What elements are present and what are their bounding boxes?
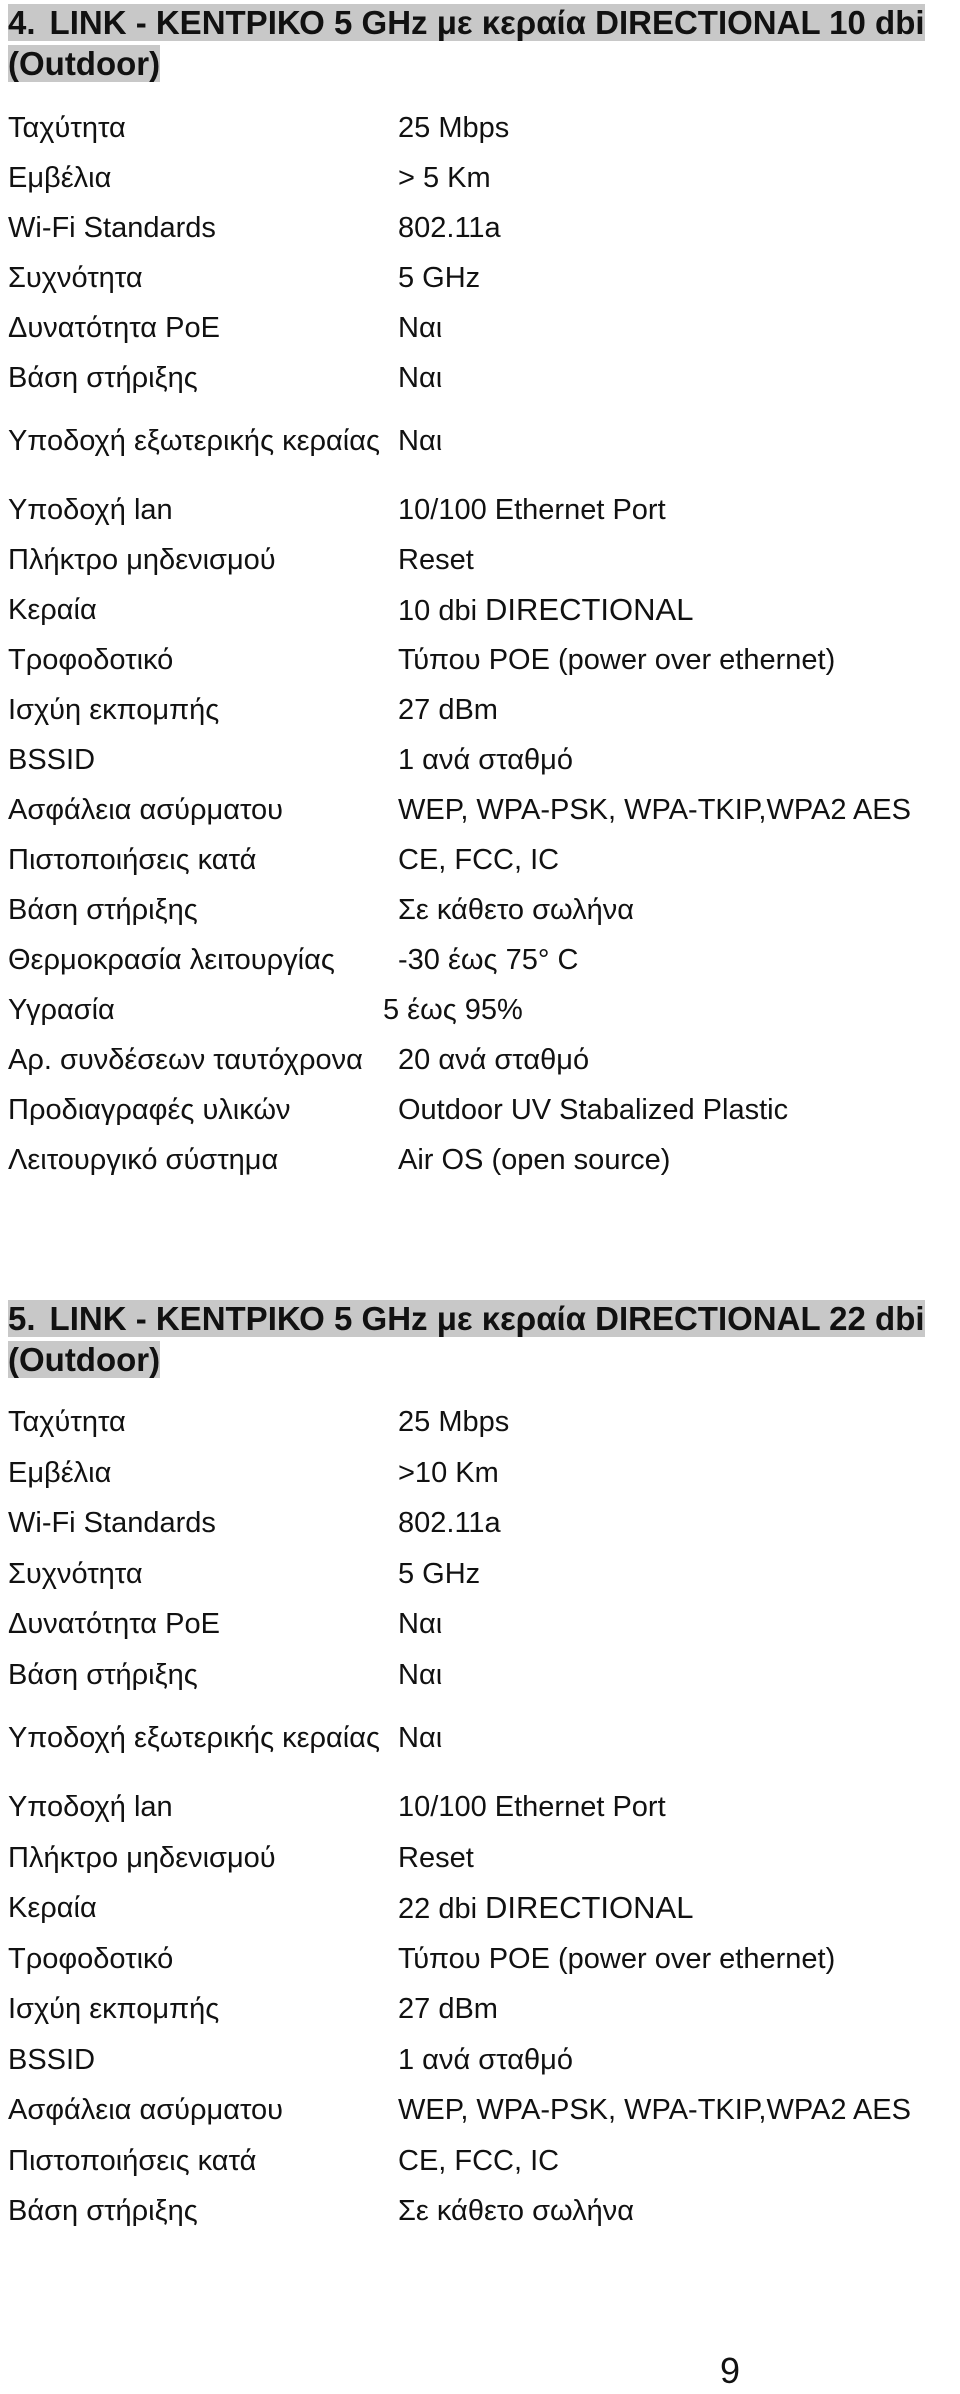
spec-label: Συχνότητα [8, 1557, 143, 1590]
spec-row [8, 203, 950, 253]
spec-value: CE, FCC, IC [398, 844, 560, 876]
spec-row [8, 303, 950, 353]
spec-label: Υποδοχή εξωτερικής κεραίας [8, 425, 380, 457]
spec-label: Υγρασία [8, 994, 115, 1026]
spec-row [8, 835, 950, 885]
spec-label: Τροφοδοτικό [8, 1942, 174, 1975]
spec-label: Κεραία [8, 594, 97, 626]
spec-label: Εμβέλια [8, 162, 112, 194]
spec-row [8, 1448, 950, 1499]
spec-row [8, 2136, 950, 2187]
spec-value: 5 GHz [398, 1557, 481, 1590]
spec-value: WEP, WPA-PSK, WPA-TKIP,WPA2 AES [398, 2094, 911, 2127]
spec-row [8, 103, 950, 153]
spec-label: Ταχύτητα [8, 112, 126, 144]
spec-row [8, 1135, 950, 1185]
spec-value: Τύπου POE (power over ethernet) [398, 1942, 836, 1975]
spec-value: Ναι [398, 362, 443, 394]
spec-value: Ναι [398, 1722, 443, 1754]
spec-value-suffix: DIRECTIONAL [485, 591, 694, 627]
spec-label: Κεραία [8, 1892, 97, 1925]
spec-row [8, 1700, 950, 1776]
spec-value [398, 1889, 950, 1928]
spec-row [8, 735, 950, 785]
spec-value: 27 dBm [398, 1993, 498, 2026]
spec-value: 5 GHz [398, 262, 481, 294]
spec-label: Βάση στήριξης [8, 2195, 198, 2228]
spec-label: Τροφοδοτικό [8, 644, 174, 676]
section-4-spec-table [8, 103, 950, 1185]
spec-label: Ισχύη εκπομπής [8, 694, 220, 726]
section-4-heading [8, 2, 950, 84]
spec-value: 27 dBm [398, 694, 498, 726]
spec-label: Πιστοποιήσεις κατά [8, 844, 257, 876]
spec-label: Ασφάλεια ασύρματου [8, 794, 284, 826]
spec-row [8, 1984, 950, 2035]
spec-row [8, 1498, 950, 1549]
spec-value [398, 591, 950, 630]
spec-label: Προδιαγραφές υλικών [8, 1094, 291, 1126]
spec-label: Υποδοχή lan [8, 1791, 173, 1824]
spec-value: Ναι [398, 1608, 443, 1641]
spec-label: Πλήκτρο μηδενισμού [8, 1841, 276, 1874]
spec-row [8, 485, 950, 535]
spec-label: Εμβέλια [8, 1456, 112, 1489]
spec-row [8, 1549, 950, 1600]
spec-row [8, 685, 950, 735]
spec-value: -30 έως 75° C [398, 944, 579, 976]
spec-value: Σε κάθετο σωλήνα [398, 2195, 634, 2228]
spec-label: Ταχύτητα [8, 1406, 126, 1439]
spec-value: Τύπου POE (power over ethernet) [398, 644, 836, 676]
spec-label: Πιστοποιήσεις κατά [8, 2144, 257, 2177]
spec-value: 802.11a [398, 1507, 501, 1540]
spec-label: Βάση στήριξης [8, 894, 198, 926]
section-5-number: 5. [8, 1300, 36, 1337]
spec-row [8, 1782, 950, 1833]
spec-value: 20 ανά σταθμό [398, 1044, 590, 1076]
spec-row [8, 353, 950, 403]
spec-label: Wi-Fi Standards [8, 212, 216, 244]
spec-value: CE, FCC, IC [398, 2144, 560, 2177]
section-4-title: LINK - ΚΕΝΤΡΙΚΟ 5 GHz με κεραία DIRECTIONAL 10 dbi (Outdoor) [8, 4, 925, 82]
section-5-title: LINK - ΚΕΝΤΡΙΚΟ 5 GHz με κεραία DIRECTIONAL 22 dbi (Outdoor) [8, 1300, 925, 1378]
spec-label: BSSID [8, 2043, 96, 2076]
spec-label: Ισχύη εκπομπής [8, 1993, 220, 2026]
spec-row [8, 535, 950, 585]
spec-row [8, 1650, 950, 1701]
section-5-spec-table [8, 1397, 950, 2237]
spec-value-suffix: DIRECTIONAL [485, 1889, 694, 1925]
spec-label: Βάση στήριξης [8, 362, 198, 394]
spec-row [8, 585, 950, 635]
spec-row [8, 1397, 950, 1448]
spec-row [8, 985, 950, 1035]
spec-value: 10/100 Ethernet Port [398, 494, 666, 526]
spec-label: Λειτουργικό σύστημα [8, 1144, 279, 1176]
spec-label: Θερμοκρασία λειτουργίας [8, 944, 335, 976]
spec-row [8, 1833, 950, 1884]
spec-label: Wi-Fi Standards [8, 1507, 216, 1540]
section-4-number: 4. [8, 4, 36, 41]
spec-value: 802.11a [398, 212, 501, 244]
spec-row [8, 935, 950, 985]
spec-value-prefix: 22 dbi [398, 1892, 478, 1925]
spec-value: 10/100 Ethernet Port [398, 1791, 666, 1824]
spec-value: WEP, WPA-PSK, WPA-TKIP,WPA2 AES [398, 794, 911, 826]
spec-label: Υποδοχή εξωτερικής κεραίας [8, 1722, 380, 1754]
spec-value: 1 ανά σταθμό [398, 744, 573, 776]
spec-value: >10 Km [398, 1456, 499, 1489]
spec-row [8, 153, 950, 203]
spec-value: 25 Mbps [398, 112, 510, 144]
spec-row [8, 1599, 950, 1650]
spec-value: 25 Mbps [398, 1406, 510, 1439]
spec-label: BSSID [8, 744, 96, 776]
page-number: 9 [719, 2350, 741, 2391]
spec-row [8, 2035, 950, 2086]
spec-row [8, 2186, 950, 2237]
spec-row [8, 1085, 950, 1135]
spec-value: Σε κάθετο σωλήνα [398, 894, 634, 926]
spec-label: Πλήκτρο μηδενισμού [8, 544, 276, 576]
spec-row [8, 635, 950, 685]
spec-row [8, 1035, 950, 1085]
spec-value: Outdoor UV Stabalized Plastic [398, 1094, 789, 1126]
spec-label: Ασφάλεια ασύρματου [8, 2094, 284, 2127]
spec-label: Υποδοχή lan [8, 494, 173, 526]
spec-value: Reset [398, 544, 474, 576]
spec-value: Ναι [398, 425, 443, 457]
spec-value: > 5 Km [398, 162, 491, 194]
spec-label: Δυνατότητα PoE [8, 312, 220, 344]
spec-row [8, 253, 950, 303]
spec-label: Αρ. συνδέσεων ταυτόχρονα [8, 1044, 363, 1076]
spec-label: Βάση στήριξης [8, 1658, 198, 1691]
spec-label: Δυνατότητα PoE [8, 1608, 220, 1641]
spec-row [8, 403, 950, 479]
spec-value: 1 ανά σταθμό [398, 2043, 573, 2076]
spec-row [8, 885, 950, 935]
spec-value: 5 έως 95% [383, 994, 523, 1026]
spec-label: Συχνότητα [8, 262, 143, 294]
spec-value: Ναι [398, 312, 443, 344]
spec-value: Reset [398, 1841, 474, 1874]
spec-value: Air OS (open source) [398, 1144, 671, 1176]
spec-value-prefix: 10 dbi [398, 594, 478, 627]
spec-row [8, 1934, 950, 1985]
spec-row [8, 785, 950, 835]
section-5-heading [8, 1298, 950, 1380]
spec-value: Ναι [398, 1658, 443, 1691]
spec-row [8, 2085, 950, 2136]
spec-row [8, 1883, 950, 1934]
